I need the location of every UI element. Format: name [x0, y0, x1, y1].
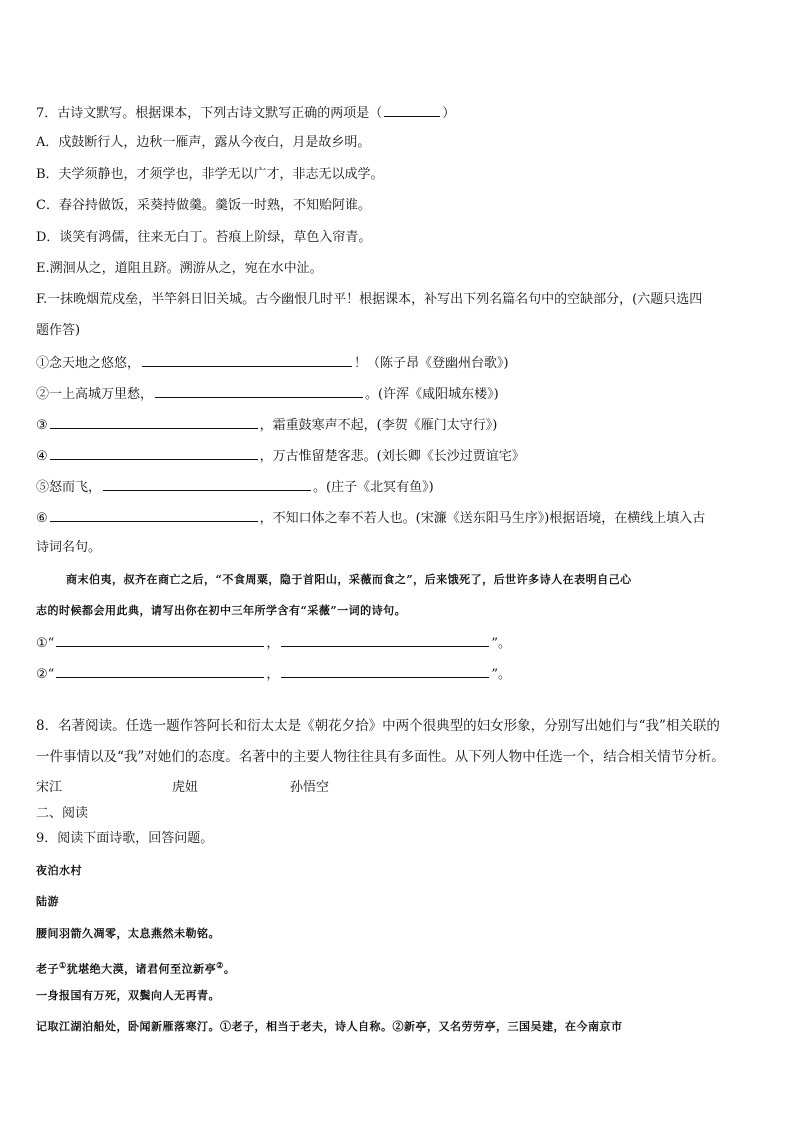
passage-line-2: 志的时候都会用此典，请写出你在初中三年所学含有“采薇”一词的诗句。 [36, 604, 407, 617]
answer-blank[interactable] [384, 103, 440, 117]
q7-intro: 7．古诗文默写。根据课本，下列古诗文默写正确的两项是（ ） [36, 103, 455, 123]
q8-line-2: 一件事情以及“我”对她们的态度。名著中的主要人物往往具有多面性。从下列人物中任选一个，结合相关情节分析。 [36, 749, 725, 765]
fill-item-4: ④ ，万古惟留楚客悲。(刘长卿《长沙过贾谊宅》 [36, 446, 525, 466]
poem-line-3: 一身报国有万死，双鬓向人无再青。 [36, 989, 220, 1002]
fill-item-5: ⑤怒而飞， 。(庄子《北冥有鱼》) [36, 477, 434, 497]
q7-option-d: D．谈笑有鸿儒，往来无白丁。苔痕上阶绿，草色入帘青。 [36, 230, 372, 245]
footnote-marker: ① [59, 960, 67, 970]
poem-author: 陆游 [36, 895, 59, 908]
answer-blank[interactable] [50, 508, 258, 522]
answer-blank[interactable] [281, 664, 489, 678]
caiwei-answer-2: ②“ ， ”。 [36, 664, 511, 684]
section-heading: 二、阅读 [36, 806, 89, 821]
q7-option-f: F.一抹晚烟荒戍垒，半竿斜日旧关城。古今幽恨几时平！根据课本，补写出下列名篇名句中的空缺部分，(六题只选四 [36, 292, 703, 307]
fill-item-1: ①念天地之悠悠， ！（陈子昂《登幽州台歌》) [36, 353, 509, 373]
answer-blank[interactable] [103, 477, 311, 491]
answer-blank[interactable] [56, 664, 264, 678]
character-name: 孙悟空 [290, 780, 330, 795]
poem-line-2: 老子①犹堪绝大漠，诸君何至泣新亭②。 [36, 960, 236, 976]
poem-line-4-notes: 记取江湖泊船处，卧闻新雁落寒汀。①老子，相当于老夫，诗人自称。②新亭，又名劳劳亭，三国吴建，在今南京市 [36, 1020, 623, 1033]
q7-option-c: C．春谷持做饭，采葵持做羹。羹饭一时熟，不知贻阿谁。 [36, 198, 371, 213]
q7-option-e: E.溯洄从之，道阻且跻。溯游从之，宛在水中沚。 [36, 261, 323, 276]
passage-line-1: 商末伯夷，叔齐在商亡之后，“不食周粟，隐于首阳山，采薇而食之”，后来饿死了，后世许多诗人在表明自己心 [66, 573, 632, 586]
q7-option-a: A．戍鼓断行人，边秋一雁声，露从今夜白，月是故乡明。 [36, 135, 371, 150]
character-name: 虎妞 [172, 780, 199, 795]
character-list [36, 779, 329, 797]
q8-line-1: 8．名著阅读。任选一题作答阿长和衍太太是《朝花夕拾》中两个很典型的妇女形象，分别写出她们与“我”相关联的 [36, 718, 720, 734]
fill-item-6: ⑥ ，不知口体之奉不若人也。(宋濂《送东阳马生序》)根据语境，在横线上填入古 [36, 508, 705, 528]
q9-intro: 9．阅读下面诗歌，回答问题。 [36, 831, 214, 846]
character-name: 宋江 [36, 780, 63, 795]
poem-title: 夜泊水村 [36, 864, 82, 877]
answer-blank[interactable] [142, 353, 352, 367]
fill-item-6-cont: 诗词名句。 [36, 540, 102, 555]
footnote-marker: ② [216, 960, 224, 970]
answer-blank[interactable] [155, 384, 363, 398]
q7-option-f-cont: 题作答) [36, 323, 81, 338]
poem-line-1: 腰间羽箭久凋零，太息燕然未勒铭。 [36, 927, 220, 940]
answer-blank[interactable] [50, 415, 258, 429]
fill-item-2: ②一上高城万里愁， 。(许浑《咸阳城东楼》) [36, 384, 499, 404]
answer-blank[interactable] [56, 633, 264, 647]
caiwei-answer-1: ①“ ， ”。 [36, 633, 511, 653]
q7-option-b: B．夫学须静也，才须学也，非学无以广才，非志无以成学。 [36, 167, 384, 182]
answer-blank[interactable] [50, 446, 258, 460]
answer-blank[interactable] [281, 633, 489, 647]
fill-item-3: ③ ，霜重鼓寒声不起，(李贺《雁门太守行》) [36, 415, 497, 435]
